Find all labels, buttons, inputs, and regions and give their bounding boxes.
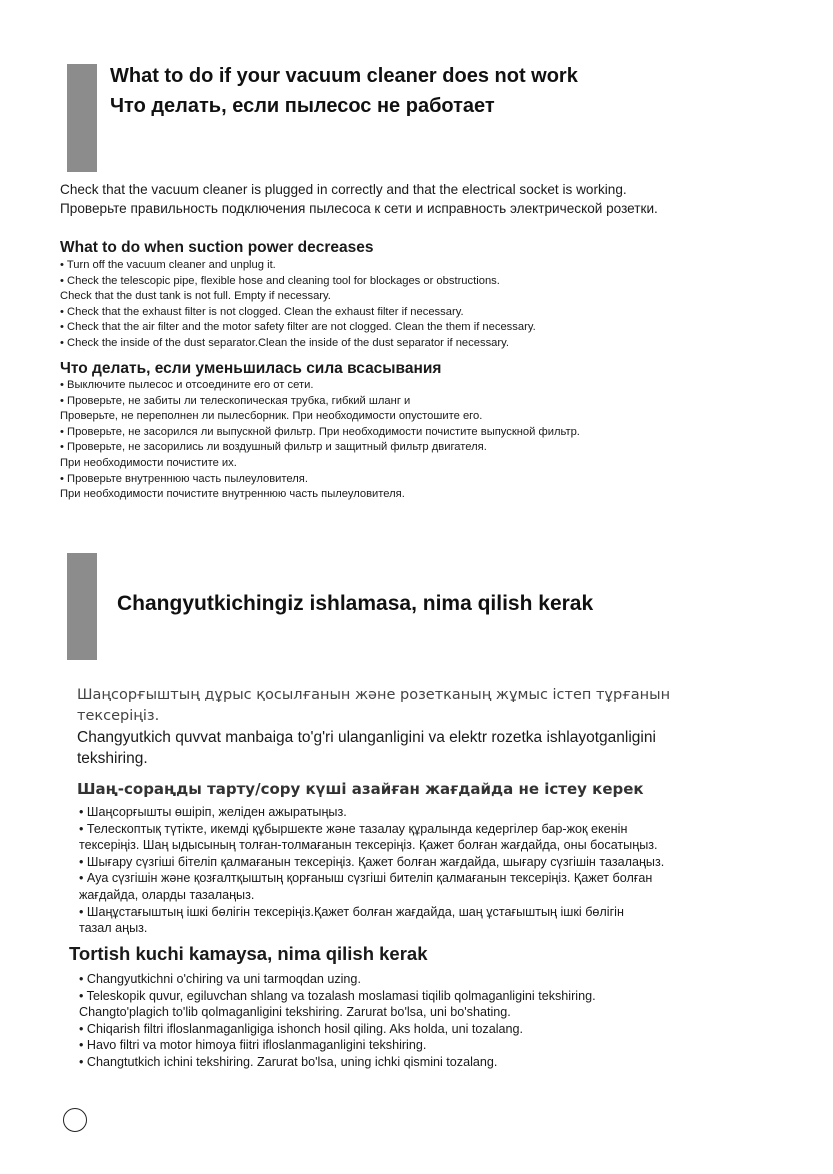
title-uz: Changyutkichingiz ishlamasa, nima qilish kerak — [117, 592, 594, 615]
list-item: • Проверьте, не забиты ли телескопическая трубка, гибкий шланг и — [60, 394, 411, 407]
check-text-uz: Changyutkich quvvat manbaiga to'g'ri ulanganligini va elektr rozetka ishlayotganligini — [77, 729, 656, 746]
section-marker-bar — [67, 64, 97, 172]
list-item: • Шығару сүзгіші бітеліп қалмағанын тексеріңіз. Қажет болған жағдайда, шығару сүзгішін тазалаңыз. — [79, 854, 665, 869]
list-item: • Turn off the vacuum cleaner and unplug it. — [60, 259, 276, 271]
list-item: жағдайда, оларды тазалаңыз. — [79, 887, 255, 902]
suction-list-ru — [60, 378, 580, 503]
list-item: При необходимости почистите внутреннюю часть пылеуловителя. — [60, 488, 405, 501]
page-number-circle — [63, 1108, 87, 1132]
list-item: • Шаңұстағыштың ішкі бөлігін тексеріңіз.Қажет болған жағдайда, шаң ұстағыштың ішкі бөлігін — [79, 904, 624, 919]
list-item: тексеріңіз. Шаң ыдысының толған-толмағанын тексеріңіз. Қажет болған жағдайда, оны босатыңыз. — [79, 838, 658, 853]
title-en: What to do if your vacuum cleaner does not work — [110, 65, 578, 87]
list-item: Changto'plagich to'lib qolmaganligini tekshiring. Zarurat bo'lsa, uni bo'shating. — [79, 1005, 511, 1020]
suction-list-en — [60, 258, 536, 352]
list-item: • Chiqarish filtri ifloslanmaganligiga ishonch hosil qiling. Aks holda, uni tozalang. — [79, 1021, 524, 1036]
suction-heading-kk: Шаң-сораңды тарту/сору күші азайған жағдайда не істеу керек — [77, 780, 644, 798]
list-item: Check that the dust tank is not full. Empty if necessary. — [60, 290, 331, 303]
list-item: • Ауа сүзгішін және қозғалтқыштың қорғаныш сүзгіші бителіп қалмағанын тексеріңіз. Қажет болған — [79, 871, 653, 886]
check-text-kk: Шаңсорғыштың дұрыс қосылғанын және розетканың жұмыс істеп тұрғанын — [77, 687, 671, 703]
suction-list-kk — [79, 804, 664, 937]
list-item: • Check the inside of the dust separator.Clean the inside of the dust separator if necessary. — [60, 336, 509, 349]
title-ru: Что делать, если пылесос не работает — [110, 95, 495, 117]
list-item: • Телескоптық түтікте, икемді құбыршекте және тазалау құралында кедергілер бар-жоқ екенін — [79, 821, 628, 836]
list-item: • Шаңсорғышты өшіріп, желіден ажыратыңыз. — [79, 805, 347, 819]
list-item: Проверьте, не переполнен ли пылесборник. При необходимости опустошите его. — [60, 410, 483, 423]
list-item: • Teleskopik quvur, egiluvchan shlang va tozalash moslamasi tiqilib qolmaganligini tekshiring. — [79, 988, 596, 1003]
suction-list-uz — [79, 971, 596, 1071]
list-item: тазал аңыз. — [79, 921, 148, 936]
check-text-kk-cont: тексеріңіз. — [77, 708, 160, 724]
list-item: • Проверьте, не засорились ли воздушный фильтр и защитный фильтр двигателя. — [60, 441, 487, 454]
list-item: • Changtutkich ichini tekshiring. Zarurat bo'lsa, uning ichki qismini tozalang. — [79, 1054, 498, 1069]
check-text-en: Check that the vacuum cleaner is plugged in correctly and that the electrical socket is working. — [60, 182, 627, 197]
suction-heading-uz: Tortish kuchi kamaysa, nima qilish kerak — [69, 943, 428, 964]
suction-heading-ru: Что делать, если уменьшилась сила всасывания — [60, 360, 442, 377]
list-item: • Check that the exhaust filter is not clogged. Clean the exhaust filter if necessary. — [60, 305, 464, 318]
list-item: • Выключите пылесос и отсоедините его от сети. — [60, 379, 314, 391]
list-item: • Проверьте, не засорился ли выпускной фильтр. При необходимости почистите выпускной фильтр. — [60, 425, 580, 438]
list-item: При необходимости почистите их. — [60, 456, 237, 469]
list-item: • Changyutkichni o'chiring va uni tarmoqdan uzing. — [79, 972, 361, 986]
list-item: • Havo filtri va motor himoya fiitri ifloslanmaganligini tekshiring. — [79, 1038, 427, 1053]
suction-heading-en: What to do when suction power decreases — [60, 239, 374, 256]
list-item: • Проверьте внутреннюю часть пылеуловителя. — [60, 472, 308, 485]
list-item: • Check that the air filter and the motor safety filter are not clogged. Clean the them if necessary. — [60, 321, 536, 334]
check-text-ru: Проверьте правильность подключения пылесоса к сети и исправность электрической розетки. — [60, 201, 658, 216]
section-marker-bar — [67, 553, 97, 660]
list-item: • Check the telescopic pipe, flexible hose and cleaning tool for blockages or obstructions. — [60, 274, 500, 287]
check-text-uz-cont: tekshiring. — [77, 750, 148, 767]
